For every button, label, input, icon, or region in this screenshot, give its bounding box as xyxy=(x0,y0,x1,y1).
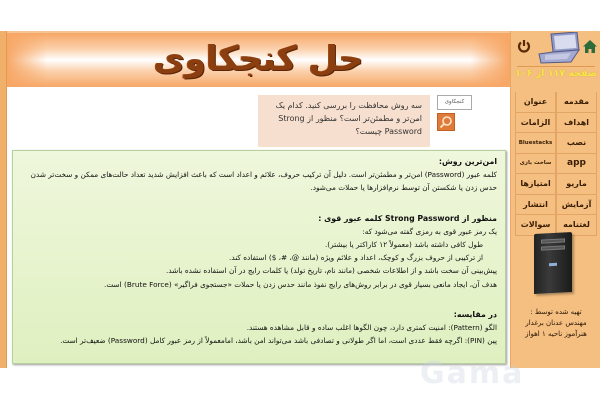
comparison-point: الگو (Pattern): امنیت کمتری دارد، چون الگوها اغلب ساده و قابل مشاهده هستند. xyxy=(246,323,497,333)
nav-item-app[interactable]: app xyxy=(556,154,597,175)
search-button[interactable] xyxy=(437,113,455,131)
sidebar xyxy=(510,31,600,368)
nav-item-publish[interactable]: انتشار xyxy=(515,195,556,216)
nav-item-goals[interactable]: اهداف xyxy=(556,113,597,134)
left-border-strip xyxy=(0,31,7,368)
nav-item-bluestacks[interactable]: Bluestacks xyxy=(515,133,556,154)
nav-item-mario[interactable]: ماریو xyxy=(556,174,597,195)
strong-password-point: پیش‌بینی آن سخت باشد و از اطلاعات شخصی (مانند نام، تاریخ تولد) یا کلمات رایج در آن استفاده نشده باشد. xyxy=(166,266,497,276)
page-header xyxy=(7,31,510,87)
section-heading-strong-password: منظور از Strong Password کلمه عبور قوی : xyxy=(318,213,497,223)
nav-menu xyxy=(515,92,597,236)
question-text: سه روش محافظت را بررسی کنید. کدام یک امن‌تر و مطمئن‌تر است؟ منظور از Strong Password چیست؟ xyxy=(275,101,422,136)
answer-panel xyxy=(12,150,506,364)
nav-item-scores[interactable]: امتیازها xyxy=(515,174,556,195)
section-body-safest: کلمه عبور (Password) امن‌تر و مطمئن‌تر است. دلیل آن ترکیب حروف، علائم و اعداد است که باعث افزایش شدید تعداد حالت‌های ممکن و سخت‌تر شدن حدس زدن یا شکستن آن توسط نرم‌افزارها یا حملات می‌شود. xyxy=(30,170,497,193)
comparison-point: پین (PIN): اگرچه فقط عددی است، اما اگر طولانی و تصادفی باشد می‌تواند امن باشد، اما‌معمولاً از رمز عبور کامل (Password) ضعیف‌تر است. xyxy=(60,336,497,346)
strong-password-point: طول کافی داشته باشد (معمولاً ۱۲ کاراکتر یا بیشتر). xyxy=(324,240,483,250)
keyword-tag: کنجکاوی xyxy=(437,95,472,110)
magnifier-icon xyxy=(439,115,453,129)
nav-item-glossary[interactable]: لغتنامه xyxy=(556,215,597,236)
laptop-icon xyxy=(537,32,581,64)
sidebar-toolbar xyxy=(511,31,600,63)
credits-line: مهندس عدنان برغدار xyxy=(525,319,587,327)
page-title: حل کنجکاوی xyxy=(153,39,364,79)
section-heading-comparison: در مقایسه: xyxy=(453,309,497,319)
nav-item-requirements[interactable]: الزامات xyxy=(515,113,556,134)
nav-item-title[interactable]: عنوان xyxy=(515,92,556,113)
author-credits xyxy=(511,307,600,340)
strong-password-goal: هدف آن، ایجاد مانعی بسیار قوی در برابر روش‌های رایج نفوذ مانند حدس زدن یا حملات «جستجوی فراگیر» (Brute Force) است. xyxy=(104,279,497,289)
divider xyxy=(517,66,595,67)
home-icon[interactable] xyxy=(583,40,597,53)
question-box xyxy=(258,95,430,147)
credits-line: هنرآموز ناحیه ۱ اهواز xyxy=(525,330,587,338)
page-counter: صفحه ۱۱۷ از ۱۰۶ xyxy=(514,68,598,79)
strong-password-point: از ترکیبی از حروف بزرگ و کوچک، اعداد و علائم ویژه (مانند @، #، $) استفاده کند. xyxy=(229,253,483,263)
power-icon[interactable] xyxy=(517,39,531,53)
nav-item-test[interactable]: آزمایش xyxy=(556,195,597,216)
section-heading-safest: امن‌ترین روش: xyxy=(438,157,497,166)
nav-item-install[interactable]: نصب xyxy=(556,133,597,154)
nav-item-questions[interactable]: سوالات xyxy=(515,215,556,236)
strong-password-intro: یک رمز عبور قوی به رمزی گفته می‌شود که: xyxy=(362,226,497,236)
nav-item-game-creation[interactable]: ساخت بازی xyxy=(515,154,556,175)
watermark-logo: Gama xyxy=(420,356,525,391)
nav-item-introduction[interactable]: مقدمه xyxy=(556,92,597,113)
credits-line: تهیه شده توسط : xyxy=(530,308,582,316)
computer-tower-image xyxy=(534,232,572,294)
